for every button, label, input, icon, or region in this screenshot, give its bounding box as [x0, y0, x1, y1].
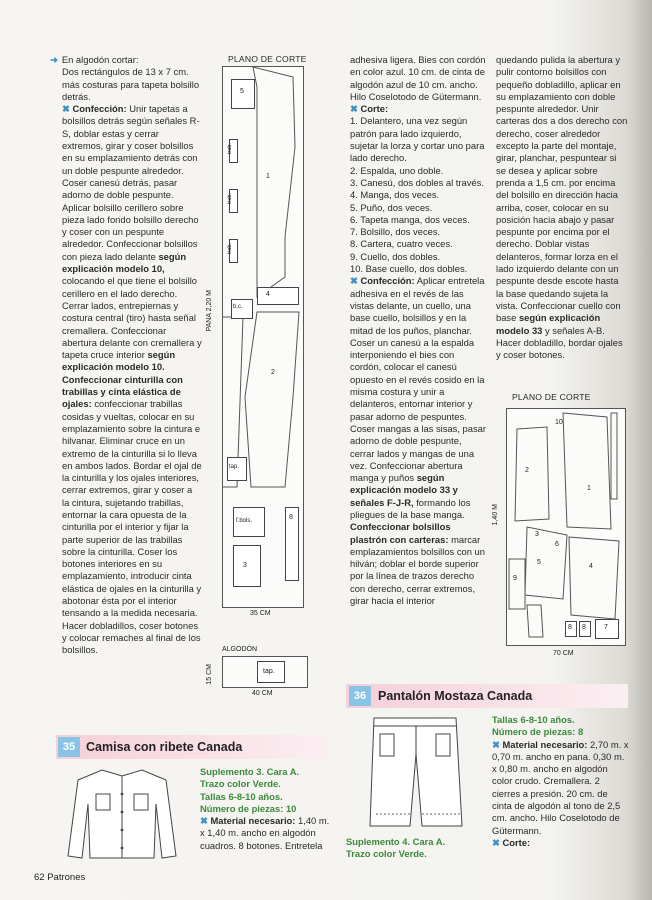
confeccion-text: Aplicar entretela adhesiva en el revés de las vistas delante, un cuello, una base cuello, bolsillos y en la mitad de los puños, planchar. Coser un canesú a la espalda interponiendo el bies con cordón, colocar el canesú opuesto en el revés cosido en la misma costura y unir a delanteros, entornar interior y pasar adorno de pespuntes. Coser mangas a las sisas, pasar adorno de doble pespunte, cerrar lados y mangas de una vez. Confeccionar abertura manga y puños: [350, 275, 486, 484]
corte-item: 4. Manga, dos veces.: [350, 189, 440, 201]
cutting-plan-algodon: [222, 656, 308, 688]
model36-details: [492, 714, 630, 849]
model35-tallas: Tallas 6-8-10 años.: [200, 790, 283, 802]
confeccion-text: quedando pulida la abertura y pulir contorno bolsillos con pequeño dobladillo, aplicar en su emplazamiento con doble pespunte alrededor. Unir carteras dos a dos derecho con derecho, coser alrededor excepto la parte del montaje, girar, planchar, pespuntear si se desea y aplicar sobre prenda a 1,5 cm. por encima del bolsillo en dirección hacia arriba, coser, colocar en su posición hacia abajo y pasar pespunte por encima por el derecho. Doblar vistas delanteros, formar lorza en el lado izquierdo delante con un pespunte desde escote hasta la base quedando sujeta la vista. Confeccionar cuello con base: [496, 54, 628, 324]
model35-number: 35: [58, 737, 80, 757]
piece-label: trab.: [227, 193, 233, 205]
model35-supp: Suplemento 3. Cara A.: [200, 766, 300, 777]
corte-item: 2. Espalda, uno doble.: [350, 164, 444, 176]
piece-label: 7: [604, 624, 608, 631]
instructions-column-4: [496, 54, 628, 361]
shirt-illustration: [66, 764, 178, 860]
confeccion-label: Confección:: [360, 275, 415, 287]
cross-icon: ✖: [350, 275, 358, 287]
piece-label: 2: [525, 467, 529, 474]
plan1-title: PLANO DE CORTE: [228, 54, 307, 64]
cross-icon: ✖: [350, 103, 358, 115]
piece-label: 9: [513, 575, 517, 582]
cross-icon: ✖: [492, 836, 500, 848]
page-number: 62: [34, 872, 45, 883]
confeccion-ref: según explicación modelo 10. Confeccionar cinturilla con trabillas y cinta elástica de ojales:: [62, 349, 183, 410]
piece-label: 4: [589, 563, 593, 570]
material-cont: adhesiva ligera. Bies con cordón en color azul. 10 cm. de cinta de algodón azul de 10 cm. ancho. Hilo Coselotodo de Gütermann.: [350, 54, 486, 102]
confeccion-text: colocando el que tiene el bolsillo cerillero en el lado derecho. Cerrar lados, entrepiernas y costura central (tiro) hasta señal cremallera. Confeccionar abertura delante con cremallera y tapeta cruce interior: [62, 275, 202, 361]
model36-number: 36: [349, 686, 371, 706]
corte-item: 8. Cartera, cuatro veces.: [350, 238, 453, 250]
model36-tallas: Tallas 6-8-10 años.: [492, 714, 575, 725]
material-text: 1,40 m. x 1,40 m. ancho en algodón cuadros. 8 botones. Entretela: [200, 815, 330, 851]
piece-label: 10: [555, 419, 563, 426]
piece-label: tap.: [229, 464, 240, 470]
corte-item: 10. Base cuello, dos dobles.: [350, 263, 468, 275]
piece-label: 1: [266, 173, 270, 180]
piece-label: 8: [582, 624, 586, 631]
corte-item: 9. Cuello, dos dobles.: [350, 250, 441, 262]
corte-item: 1. Delantero, una vez según patrón para lado izquierdo, sujetar la lorza y cortar uno para lado derecho.: [350, 115, 485, 164]
algodon-width-label: 40 CM: [252, 690, 273, 697]
piece-label: 5: [537, 559, 541, 566]
confeccion-ref: según explicación modelo 33: [496, 312, 601, 336]
piece-label: 1: [587, 485, 591, 492]
piece-label: 2: [271, 369, 275, 376]
piece-label: trab.: [227, 243, 233, 255]
confeccion-text: marcar emplazamientos bolsillos con un hilván; doblar el borde superior por la línea de trazos derecho con derecho, cerrar extremos, girar hacia el interior: [350, 533, 485, 607]
confeccion-text: formando los pliegues de la base manga.: [350, 496, 471, 520]
cutting-plan-pana: [222, 66, 304, 608]
section-name: Patrones: [47, 872, 86, 883]
confeccion-label: Confección:: [72, 103, 127, 115]
material-label: Material necesario:: [210, 815, 296, 827]
model36-title: Pantalón Mostaza Canada: [378, 689, 533, 703]
cross-icon: ✖: [62, 103, 70, 115]
piece-label: b.c.: [233, 304, 243, 310]
confeccion-ref: según explicación modelo 10,: [62, 250, 187, 275]
piece-label: 5: [240, 88, 244, 95]
page-footer: [34, 872, 85, 883]
corte-item: 7. Bolsillo, dos veces.: [350, 226, 441, 238]
corte-label: Corte:: [502, 836, 531, 848]
intro-title: En algodón cortar:: [61, 54, 139, 65]
model36-supp-text: Suplemento 4. Cara A.: [346, 836, 446, 847]
model36-trazo-text: Trazo color Verde.: [346, 848, 427, 860]
model35-details: [200, 766, 336, 852]
cutting-plan-shirt: [506, 408, 626, 646]
plan2-title: PLANO DE CORTE: [512, 392, 591, 402]
piece-label: tap.: [263, 668, 275, 675]
corte-item: 6. Tapeta manga, dos veces.: [350, 213, 470, 225]
material-text: 2,70 m. x 0,70 m. ancho en pana. 0,30 m. x 0,80 m. ancho en algodón color crudo. Cremallera. 2 cierres a presión. 20 cm. de cinta de algodón al tono de 2,5 cm. ancho. Hilo Coselotodo de Gütermann.: [492, 738, 629, 836]
material-label: Material necesario:: [502, 738, 588, 750]
piece-label: 3: [535, 531, 539, 538]
plan1-side-label: PANA 2,20 M: [206, 290, 213, 332]
corte-item: 3. Canesú, dos dobles al través.: [350, 176, 484, 188]
plan2-width-label: 70 CM: [553, 650, 574, 657]
algodon-title: ALGODÓN: [222, 646, 258, 653]
confeccion-ref: Confeccionar bolsillos plastrón con carteras:: [350, 521, 451, 545]
piece-label: 6: [555, 541, 559, 548]
piece-label: f.bols.: [236, 518, 253, 524]
instructions-column-3: [350, 54, 488, 607]
plan1-width-label: 35 CM: [250, 610, 271, 617]
corte-item: 5. Puño, dos veces.: [350, 201, 433, 213]
piece-label: 8: [568, 624, 572, 631]
confeccion-ref: según explicación modelo 33 y señales F-J-R,: [350, 472, 458, 508]
arrow-icon: ➜: [50, 54, 58, 65]
piece-label: 4: [266, 291, 270, 298]
plan2-side-label: 1,40 M: [492, 504, 499, 526]
instructions-column-1: [50, 54, 202, 657]
corte-label: Corte:: [360, 103, 389, 115]
pattern-outlines: [507, 409, 625, 645]
cross-icon: ✖: [492, 738, 500, 750]
confeccion-text: confeccionar trabillas cosidas y vueltas, colocar en su emplazamiento sobre la cintura e hilvanar. Eliminar cruce en un extremo de la cinturilla si lo lleva en ambos lados. Bordar el ojal de la cinturilla y los ojales interiores, cerrar extremos, girar y coser a la cintura, sujetando trabillas, entornar la cara opuesta de la cinturilla por el interior y fijar la parte superior de las trabillas sobre la cinturilla. Coser los botones interiores en su emplazamiento, introducir cinta elástica de ojales en la cinturilla y abotonar ésta por el interior tensando a la medida necesaria. Hacer dobladillos, coser botones y colocar remaches al final de los bolsillos.: [62, 398, 202, 656]
cross-icon: ✖: [200, 815, 208, 827]
piece-label: 8: [289, 514, 293, 521]
model35-trazo: Trazo color Verde.: [200, 778, 281, 790]
trousers-illustration: [352, 714, 482, 832]
confeccion-text: y señales A-B. Hacer dobladillo, bordar ojales y coser botones.: [496, 324, 623, 361]
model35-title: Camisa con ribete Canada: [86, 740, 243, 754]
confeccion-text: Unir tapetas a bolsillos detrás según señales R-S, doblar estas y cerrar extremos, girar y coser bolsillos en su emplazamiento detrás con un doble pespunte alrededor. Coser canesú detrás, pasar adorno de doble pespunte. Aplicar bolsillo cerillero sobre pieza lado fondo bolsillo derecho y coser con un pespunte alrededor. Confeccionar bolsillos con pieza lado delante: [62, 103, 200, 262]
algodon-side-label: 15 CM: [206, 664, 213, 685]
intro-text: Dos rectángulos de 13 x 7 cm. más costuras para tapeta bolsillo detrás.: [62, 66, 200, 102]
model36-supp: [346, 836, 476, 861]
piece-label: 3: [243, 562, 247, 569]
model35-piezas: Número de piezas: 10: [200, 802, 297, 814]
model36-piezas: Número de piezas: 8: [492, 726, 584, 738]
piece-label: trab.: [227, 143, 233, 155]
